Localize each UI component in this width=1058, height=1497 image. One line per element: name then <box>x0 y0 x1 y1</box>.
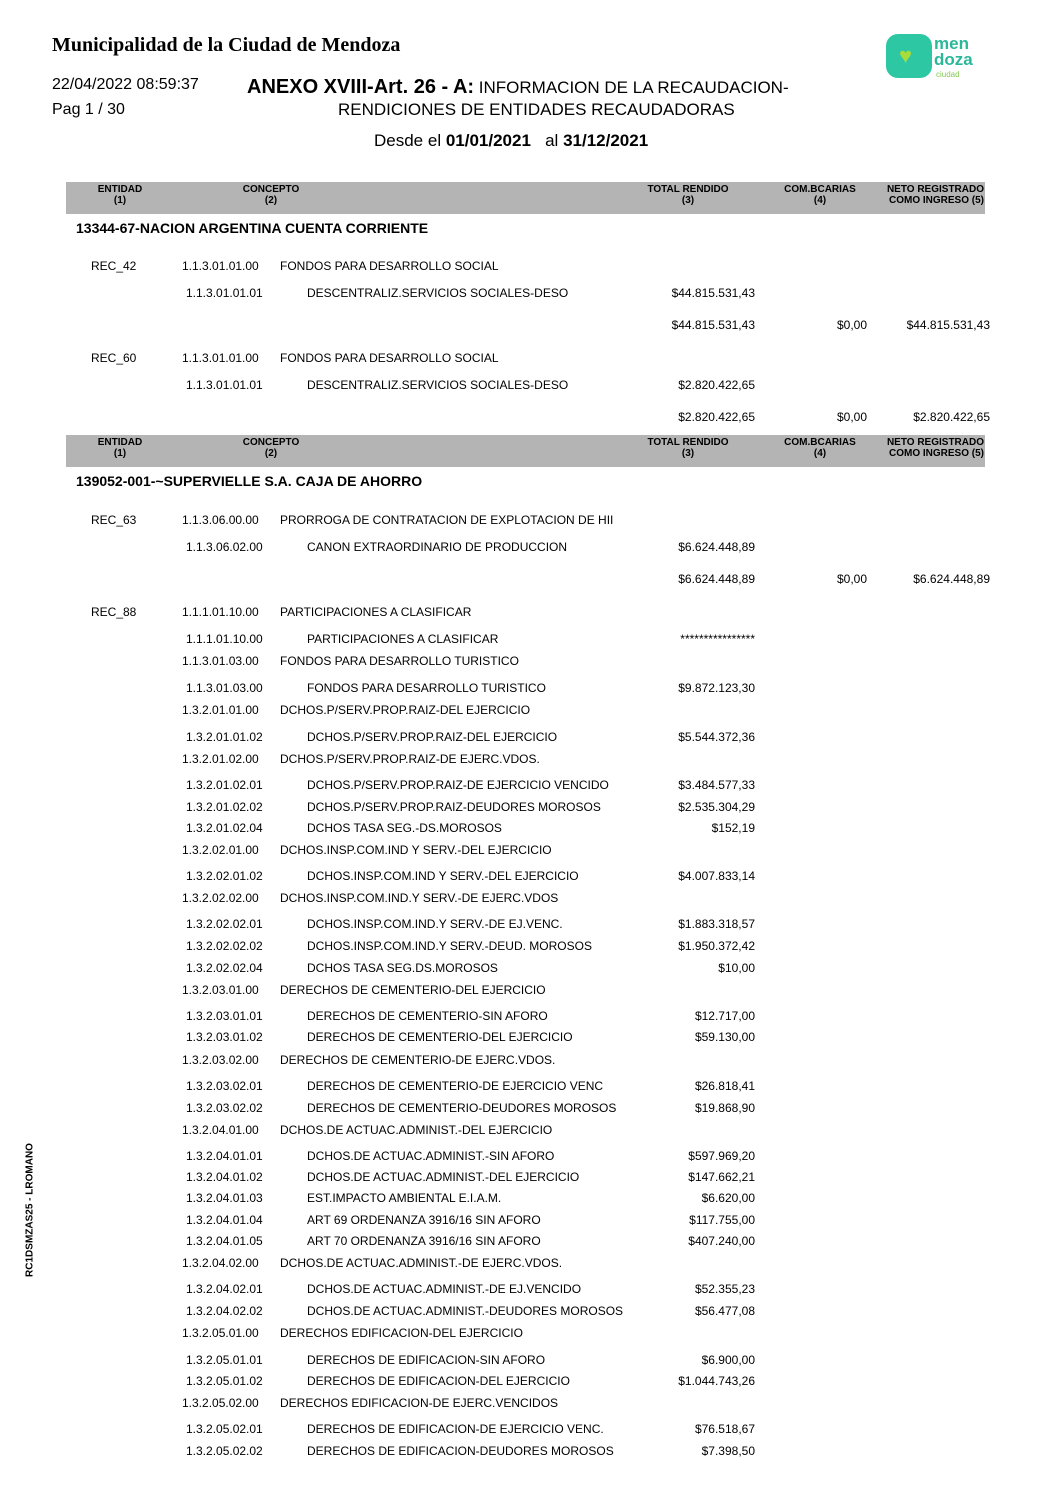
concept-code: 1.3.2.01.02.04 <box>186 821 263 835</box>
table-row <box>0 728 1058 746</box>
concept-code: 1.1.3.01.03.00 <box>186 681 263 695</box>
col-neto <box>872 184 984 206</box>
entity-code: REC_63 <box>91 513 137 527</box>
table-row <box>0 1028 1058 1046</box>
col-concepto-label: CONCEPTO <box>242 437 300 448</box>
entity-code: REC_88 <box>91 605 137 619</box>
col-entidad <box>92 437 148 459</box>
table-row <box>0 376 1058 394</box>
concept-description: DCHOS.DE ACTUAC.ADMINIST.-DEUDORES MOROSOS <box>307 1304 624 1318</box>
concept-code: 1.3.2.01.01.00 <box>182 703 259 717</box>
concept-description: PARTICIPACIONES A CLASIFICAR <box>307 632 499 646</box>
concept-code: 1.1.3.01.01.01 <box>186 378 263 392</box>
table-row <box>0 937 1058 955</box>
total-rendido: $52.355,23 <box>694 1282 755 1296</box>
concept-code: 1.3.2.04.01.00 <box>182 1123 259 1137</box>
concept-description: DCHOS.INSP.COM.IND.Y SERV.-DEUD. MOROSOS <box>307 939 592 953</box>
concept-description: DCHOS.P/SERV.PROP.RAIZ-DE EJERCICIO VENCIDO <box>307 778 609 792</box>
date-from: 01/01/2021 <box>445 131 531 150</box>
concept-description: DCHOS.P/SERV.PROP.RAIZ-DEL EJERCICIO <box>280 703 531 717</box>
concept-code: 1.1.3.06.02.00 <box>186 540 263 554</box>
table-row <box>0 1232 1058 1250</box>
concept-description: DERECHOS EDIFICACION-DEL EJERCICIO <box>280 1326 523 1340</box>
concept-description: ART 70 ORDENANZA 3916/16 SIN AFORO <box>307 1234 541 1248</box>
concept-description: DERECHOS DE CEMENTERIO-DEUDORES MOROSOS <box>307 1101 617 1115</box>
concept-code: 1.3.2.05.01.00 <box>182 1326 259 1340</box>
table-row <box>0 1168 1058 1186</box>
table-row <box>0 776 1058 794</box>
table-row <box>0 1121 1058 1139</box>
total-rendido: $1.044.743,26 <box>678 1374 755 1388</box>
col-total-num: (3) <box>681 448 695 459</box>
table-row <box>0 1254 1058 1272</box>
concept-description: DERECHOS DE EDIFICACION-DEL EJERCICIO <box>307 1374 570 1388</box>
concept-description: DCHOS TASA SEG.DS.MOROSOS <box>307 961 498 975</box>
concept-code: 1.3.2.05.02.01 <box>186 1422 263 1436</box>
concept-code: 1.3.2.05.02.02 <box>186 1444 263 1458</box>
table-header <box>66 435 985 467</box>
col-neto-num: COMO INGRESO (5) <box>888 195 984 206</box>
report-title <box>247 76 789 99</box>
col-entidad-label: ENTIDAD <box>97 184 143 195</box>
concept-description: DERECHOS DE CEMENTERIO-DE EJERC.VDOS. <box>280 1053 556 1067</box>
concept-code: 1.3.2.03.02.02 <box>186 1101 263 1115</box>
concept-code: 1.3.2.05.01.01 <box>186 1353 263 1367</box>
concept-description: CANON EXTRAORDINARIO DE PRODUCCION <box>307 540 568 554</box>
concept-code: 1.1.1.01.10.00 <box>186 632 263 646</box>
mendoza-logo <box>886 34 976 80</box>
concept-code: 1.3.2.02.02.02 <box>186 939 263 953</box>
range-mid: al <box>545 131 564 150</box>
concept-code: 1.3.2.01.01.02 <box>186 730 263 744</box>
concept-code: 1.3.2.01.02.02 <box>186 800 263 814</box>
col-total-label: TOTAL RENDIDO <box>647 184 729 195</box>
total-rendido: $12.717,00 <box>694 1009 755 1023</box>
total-rendido: $76.518,67 <box>694 1422 755 1436</box>
concept-description: DERECHOS DE EDIFICACION-DE EJERCICIO VENC. <box>307 1422 604 1436</box>
com-bancarias: $0,00 <box>836 318 867 332</box>
concept-description: DCHOS.INSP.COM.IND Y SERV.-DEL EJERCICIO <box>307 869 579 883</box>
table-row <box>0 889 1058 907</box>
table-row <box>0 867 1058 885</box>
total-rendido: $19.868,90 <box>694 1101 755 1115</box>
table-row <box>0 1211 1058 1229</box>
date-range <box>374 131 648 151</box>
concept-code: 1.3.2.02.01.00 <box>182 843 259 857</box>
concept-code: 1.3.2.02.02.04 <box>186 961 263 975</box>
logo-word-2: doza <box>934 50 973 69</box>
col-total <box>644 437 732 459</box>
col-entidad <box>92 184 148 206</box>
concept-description: EST.IMPACTO AMBIENTAL E.I.A.M. <box>307 1191 502 1205</box>
total-rendido: $152,19 <box>711 821 755 835</box>
concept-description: DERECHOS DE CEMENTERIO-SIN AFORO <box>307 1009 548 1023</box>
total-rendido: $44.815.531,43 <box>671 318 755 332</box>
total-rendido: $9.872.123,30 <box>678 681 755 695</box>
concept-code: 1.3.2.03.01.01 <box>186 1009 263 1023</box>
table-row <box>0 1099 1058 1117</box>
concept-code: 1.3.2.03.01.02 <box>186 1030 263 1044</box>
col-com-num: (4) <box>813 448 827 459</box>
col-entidad-num: (1) <box>113 195 127 206</box>
concept-description: DERECHOS DE EDIFICACION-DEUDORES MOROSOS <box>307 1444 614 1458</box>
table-row <box>0 1280 1058 1298</box>
concept-description: FONDOS PARA DESARROLLO TURISTICO <box>280 654 519 668</box>
page-number: Pag 1 / 30 <box>52 101 125 118</box>
concept-description: DCHOS.INSP.COM.IND.Y SERV.-DE EJ.VENC. <box>307 917 563 931</box>
col-concepto <box>231 437 311 459</box>
concept-code: 1.3.2.01.02.00 <box>182 752 259 766</box>
concept-description: DCHOS.DE ACTUAC.ADMINIST.-SIN AFORO <box>307 1149 555 1163</box>
col-total-num: (3) <box>681 195 695 206</box>
table-header <box>66 182 985 214</box>
total-rendido: $597.969,20 <box>688 1149 755 1163</box>
total-rendido: $117.755,00 <box>689 1213 755 1227</box>
col-com <box>775 437 865 459</box>
total-rendido: $10,00 <box>718 961 755 975</box>
col-com <box>775 184 865 206</box>
total-rendido: $6.620,00 <box>701 1191 755 1205</box>
section-title: 139052-001-~SUPERVIELLE S.A. CAJA DE AHORRO <box>76 473 423 489</box>
table-row <box>0 408 1058 426</box>
concept-code: 1.1.3.06.00.00 <box>182 513 259 527</box>
concept-description: PRORROGA DE CONTRATACION DE EXPLOTACION DE HII <box>280 513 614 527</box>
table-row <box>0 1420 1058 1438</box>
col-neto-label: NETO REGISTRADO <box>886 184 984 195</box>
total-rendido: $407.240,00 <box>688 1234 755 1248</box>
report-title-bold: ANEXO XVIII-Art. 26 - A: <box>247 76 475 98</box>
concept-code: 1.1.3.01.03.00 <box>182 654 259 668</box>
report-subtitle: RENDICIONES DE ENTIDADES RECAUDADORAS <box>338 100 735 119</box>
table-row <box>0 1189 1058 1207</box>
table-row <box>0 1442 1058 1460</box>
table-row <box>0 819 1058 837</box>
concept-code: 1.3.2.04.01.03 <box>186 1191 263 1205</box>
table-row <box>0 1302 1058 1320</box>
total-rendido: $1.950.372,42 <box>678 939 755 953</box>
concept-code: 1.3.2.04.01.04 <box>186 1213 263 1227</box>
side-label-text: RC1DSMZAS25 - LROMANO <box>24 1143 36 1277</box>
table-row <box>0 316 1058 334</box>
col-entidad-label: ENTIDAD <box>97 437 143 448</box>
total-rendido: $6.900,00 <box>701 1353 755 1367</box>
table-row <box>0 1147 1058 1165</box>
heart-icon: ♥ <box>899 43 913 68</box>
concept-description: DCHOS.DE ACTUAC.ADMINIST.-DE EJERC.VDOS. <box>280 1256 563 1270</box>
concept-code: 1.3.2.05.01.02 <box>186 1374 263 1388</box>
col-neto-num: COMO INGRESO (5) <box>888 448 984 459</box>
table-row <box>0 915 1058 933</box>
concept-code: 1.3.2.04.02.00 <box>182 1256 259 1270</box>
table-row <box>0 959 1058 977</box>
concept-code: 1.3.2.05.02.00 <box>182 1396 259 1410</box>
table-row <box>0 603 1058 621</box>
col-concepto-num: (2) <box>264 448 278 459</box>
concept-description: DCHOS.DE ACTUAC.ADMINIST.-DEL EJERCICIO <box>307 1170 580 1184</box>
concept-code: 1.3.2.04.01.01 <box>186 1149 263 1163</box>
total-rendido: $5.544.372,36 <box>678 730 755 744</box>
total-rendido: $56.477,08 <box>694 1304 755 1318</box>
concept-description: DCHOS.P/SERV.PROP.RAIZ-DEUDORES MOROSOS <box>307 800 601 814</box>
concept-description: FONDOS PARA DESARROLLO SOCIAL <box>280 351 499 365</box>
total-rendido: $59.130,00 <box>694 1030 755 1044</box>
total-rendido: $7.398,50 <box>701 1444 755 1458</box>
total-rendido: $2.820.422,65 <box>678 410 755 424</box>
table-row <box>0 981 1058 999</box>
concept-code: 1.1.3.01.01.01 <box>186 286 263 300</box>
concept-code: 1.3.2.03.02.01 <box>186 1079 263 1093</box>
table-row <box>0 257 1058 275</box>
concept-code: 1.3.2.01.02.01 <box>186 778 263 792</box>
concept-code: 1.1.1.01.10.00 <box>182 605 259 619</box>
total-rendido: **************** <box>680 632 755 646</box>
table-row <box>0 679 1058 697</box>
table-row <box>0 798 1058 816</box>
concept-code: 1.1.3.01.01.00 <box>182 351 259 365</box>
col-total <box>644 184 732 206</box>
range-prefix: Desde el <box>374 131 446 150</box>
concept-description: DERECHOS DE CEMENTERIO-DEL EJERCICIO <box>307 1030 573 1044</box>
entity-code: REC_60 <box>91 351 137 365</box>
concept-description: DCHOS.P/SERV.PROP.RAIZ-DEL EJERCICIO <box>307 730 558 744</box>
section-title: 13344-67-NACION ARGENTINA CUENTA CORRIENTE <box>76 220 429 236</box>
com-bancarias: $0,00 <box>836 410 867 424</box>
concept-description: DCHOS.P/SERV.PROP.RAIZ-DE EJERC.VDOS. <box>280 752 540 766</box>
total-rendido: $6.624.448,89 <box>678 540 755 554</box>
neto-registrado: $44.815.531,43 <box>906 318 990 332</box>
concept-description: ART 69 ORDENANZA 3916/16 SIN AFORO <box>307 1213 541 1227</box>
table-row <box>0 511 1058 529</box>
concept-description: DESCENTRALIZ.SERVICIOS SOCIALES-DESO <box>307 378 569 392</box>
timestamp: 22/04/2022 08:59:37 <box>52 76 199 93</box>
total-rendido: $6.624.448,89 <box>678 572 755 586</box>
total-rendido: $147.662,21 <box>688 1170 755 1184</box>
table-row <box>0 1372 1058 1390</box>
table-row <box>0 1324 1058 1342</box>
table-row <box>0 1051 1058 1069</box>
concept-description: DCHOS.DE ACTUAC.ADMINIST.-DE EJ.VENCIDO <box>307 1282 582 1296</box>
table-row <box>0 750 1058 768</box>
table-row <box>0 652 1058 670</box>
table-row <box>0 630 1058 648</box>
concept-code: 1.3.2.03.02.00 <box>182 1053 259 1067</box>
entity-code: REC_42 <box>91 259 137 273</box>
table-row <box>0 701 1058 719</box>
concept-code: 1.1.3.01.01.00 <box>182 259 259 273</box>
col-entidad-num: (1) <box>113 448 127 459</box>
concept-description: DCHOS.DE ACTUAC.ADMINIST.-DEL EJERCICIO <box>280 1123 553 1137</box>
concept-description: DERECHOS EDIFICACION-DE EJERC.VENCIDOS <box>280 1396 559 1410</box>
total-rendido: $44.815.531,43 <box>671 286 755 300</box>
concept-description: DERECHOS DE EDIFICACION-SIN AFORO <box>307 1353 546 1367</box>
org-name: Municipalidad de la Ciudad de Mendoza <box>52 34 401 56</box>
concept-code: 1.3.2.02.01.02 <box>186 869 263 883</box>
table-row <box>0 1394 1058 1412</box>
total-rendido: $2.535.304,29 <box>678 800 755 814</box>
total-rendido: $2.820.422,65 <box>678 378 755 392</box>
date-to: 31/12/2021 <box>563 131 649 150</box>
table-row <box>0 1077 1058 1095</box>
col-concepto-num: (2) <box>264 195 278 206</box>
table-row <box>0 1351 1058 1369</box>
table-row <box>0 284 1058 302</box>
col-total-label: TOTAL RENDIDO <box>647 437 729 448</box>
concept-description: DCHOS.INSP.COM.IND Y SERV.-DEL EJERCICIO <box>280 843 552 857</box>
col-concepto <box>231 184 311 206</box>
total-rendido: $1.883.318,57 <box>678 917 755 931</box>
logo-word-3: ciudad <box>936 70 960 79</box>
col-neto-label: NETO REGISTRADO <box>886 437 984 448</box>
concept-description: DCHOS TASA SEG.-DS.MOROSOS <box>307 821 502 835</box>
concept-description: DCHOS.INSP.COM.IND.Y SERV.-DE EJERC.VDOS <box>280 891 559 905</box>
table-row <box>0 841 1058 859</box>
report-title-rest: INFORMACION DE LA RECAUDACION- <box>474 78 789 97</box>
concept-code: 1.3.2.02.02.01 <box>186 917 263 931</box>
concept-code: 1.3.2.03.01.00 <box>182 983 259 997</box>
total-rendido: $3.484.577,33 <box>678 778 755 792</box>
com-bancarias: $0,00 <box>836 572 867 586</box>
concept-code: 1.3.2.04.02.01 <box>186 1282 263 1296</box>
total-rendido: $4.007.833,14 <box>678 869 755 883</box>
concept-description: DERECHOS DE CEMENTERIO-DE EJERCICIO VENC <box>307 1079 604 1093</box>
concept-description: PARTICIPACIONES A CLASIFICAR <box>280 605 472 619</box>
concept-description: FONDOS PARA DESARROLLO SOCIAL <box>280 259 499 273</box>
concept-description: DERECHOS DE CEMENTERIO-DEL EJERCICIO <box>280 983 546 997</box>
table-row <box>0 349 1058 367</box>
col-neto <box>872 437 984 459</box>
col-com-label: COM.BCARIAS <box>784 184 856 195</box>
col-com-label: COM.BCARIAS <box>784 437 856 448</box>
concept-code: 1.3.2.04.02.02 <box>186 1304 263 1318</box>
table-row <box>0 538 1058 556</box>
concept-code: 1.3.2.04.01.05 <box>186 1234 263 1248</box>
concept-code: 1.3.2.04.01.02 <box>186 1170 263 1184</box>
concept-description: FONDOS PARA DESARROLLO TURISTICO <box>307 681 546 695</box>
col-concepto-label: CONCEPTO <box>242 184 300 195</box>
concept-code: 1.3.2.02.02.00 <box>182 891 259 905</box>
neto-registrado: $6.624.448,89 <box>913 572 990 586</box>
table-row <box>0 1007 1058 1025</box>
total-rendido: $26.818,41 <box>694 1079 755 1093</box>
table-row <box>0 570 1058 588</box>
col-com-num: (4) <box>813 195 827 206</box>
concept-description: DESCENTRALIZ.SERVICIOS SOCIALES-DESO <box>307 286 569 300</box>
neto-registrado: $2.820.422,65 <box>913 410 990 424</box>
logo-word-1: men <box>934 34 969 53</box>
